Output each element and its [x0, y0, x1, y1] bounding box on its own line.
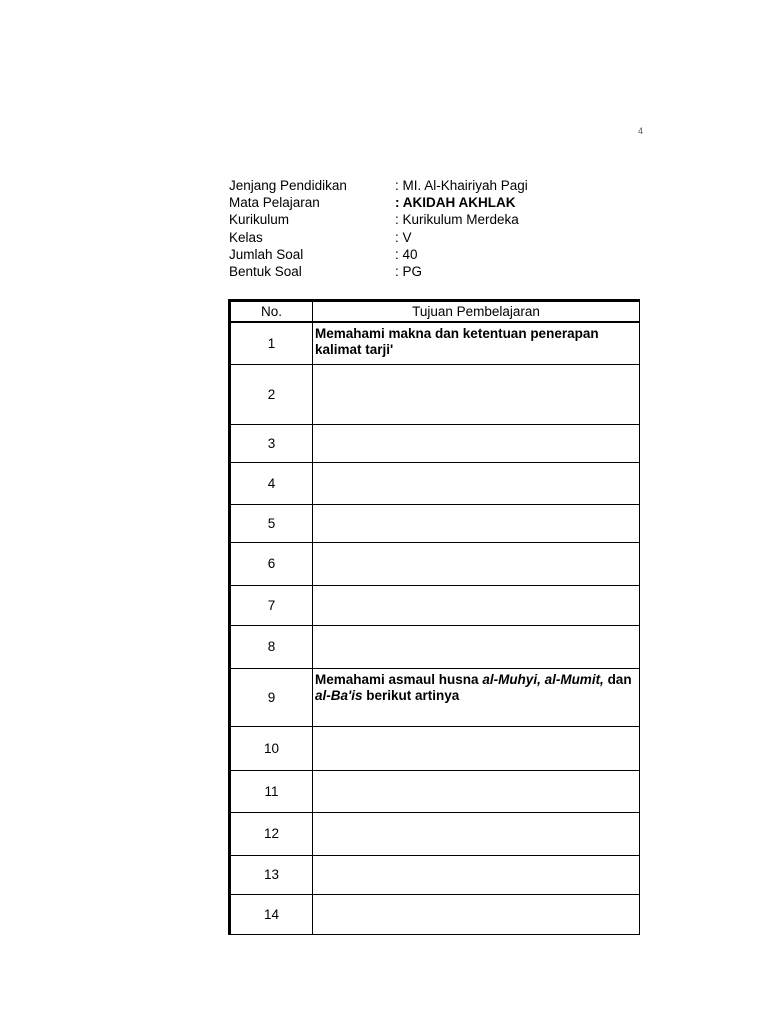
header-no: No. [230, 301, 313, 323]
info-value: : MI. Al-Khairiyah Pagi [395, 178, 528, 193]
table-row [230, 462, 640, 504]
learning-goal-cell [313, 542, 640, 585]
table-row [230, 322, 640, 364]
table-row [230, 894, 640, 934]
learning-goal-cell [313, 322, 640, 364]
info-label: Mata Pelajaran [229, 195, 320, 211]
info-row [229, 246, 528, 263]
table-row [230, 668, 640, 726]
row-number: 8 [230, 625, 313, 668]
table-row [230, 812, 640, 855]
table-row [230, 585, 640, 625]
table-row [230, 855, 640, 894]
learning-goal-cell [313, 585, 640, 625]
row-number: 14 [230, 894, 313, 934]
learning-goal-cell [313, 625, 640, 668]
info-label: Kelas [229, 229, 263, 245]
table-header-row [230, 301, 640, 323]
info-label: Bentuk Soal [229, 263, 302, 279]
info-value: : PG [395, 263, 423, 279]
row-number: 5 [230, 504, 313, 542]
table-row [230, 625, 640, 668]
learning-goal-cell [313, 504, 640, 542]
learning-goals-table [228, 299, 640, 935]
row-number: 6 [230, 542, 313, 585]
learning-goal-cell [313, 770, 640, 812]
row-number: 2 [230, 364, 313, 424]
learning-goal-text: berikut artinya [362, 687, 460, 703]
learning-goal-cell [313, 462, 640, 504]
row-number: 4 [230, 462, 313, 504]
row-number: 7 [230, 585, 313, 625]
learning-goal-text: Memahami asmaul husna [315, 671, 483, 687]
learning-goal-text: Memahami makna dan ketentuan penerapan kalimat tarji' [315, 326, 599, 357]
info-row [229, 229, 528, 246]
row-number: 11 [230, 770, 313, 812]
info-label: Jumlah Soal [229, 246, 304, 262]
info-row [229, 177, 528, 194]
row-number: 12 [230, 812, 313, 855]
learning-goal-text: al-Muhyi, al-Mumit, [482, 671, 604, 687]
learning-goal-text: al-Ba'is [315, 687, 363, 703]
row-number: 9 [230, 668, 313, 726]
learning-goal-cell [313, 812, 640, 855]
document-info [229, 177, 528, 280]
learning-goal-cell [313, 726, 640, 770]
learning-goal-cell [313, 424, 640, 462]
info-row [229, 211, 528, 228]
row-number: 1 [230, 322, 313, 364]
learning-goal-cell [313, 894, 640, 934]
table-row [230, 726, 640, 770]
info-value: : 40 [395, 246, 418, 262]
row-number: 10 [230, 726, 313, 770]
table-row [230, 364, 640, 424]
page-corner-mark: 4 [638, 126, 644, 136]
table-row [230, 542, 640, 585]
info-value: : AKIDAH AKHLAK [395, 195, 516, 211]
info-value: : V [395, 229, 412, 245]
learning-goal-cell [313, 855, 640, 894]
row-number: 3 [230, 424, 313, 462]
header-goal: Tujuan Pembelajaran [313, 301, 640, 323]
info-row [229, 263, 528, 280]
learning-goal-cell [313, 364, 640, 424]
row-number: 13 [230, 855, 313, 894]
table-row [230, 770, 640, 812]
table-row [230, 504, 640, 542]
info-value: : Kurikulum Merdeka [395, 212, 519, 228]
learning-goal-cell [313, 668, 640, 726]
info-label: Kurikulum [229, 212, 290, 228]
table-row [230, 424, 640, 462]
info-label: Jenjang Pendidikan [229, 178, 347, 193]
learning-goal-text: dan [603, 671, 632, 687]
info-row [229, 194, 528, 211]
